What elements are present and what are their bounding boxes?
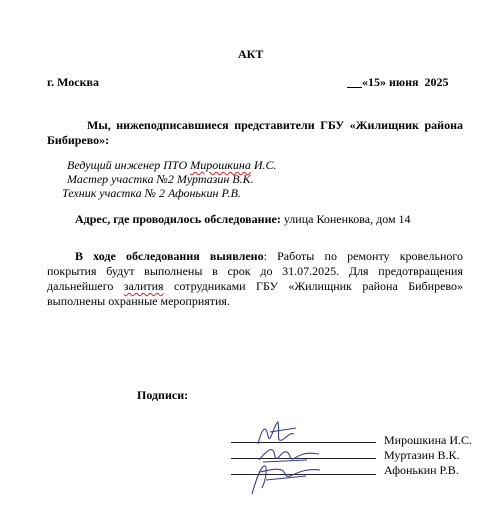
- signatory-name-2: Муртазин В.К.: [384, 448, 460, 462]
- signatory-name-1: Мирошкина И.С.: [384, 433, 473, 447]
- address-line: [75, 212, 411, 227]
- address-label: Адрес, где проводилось обследование:: [75, 212, 281, 226]
- member-1-prefix: Ведущий инженер ПТО: [67, 158, 191, 172]
- city: г. Москва: [47, 75, 99, 89]
- document-date: [347, 75, 449, 90]
- address-value: улица Коненкова, дом 14: [280, 212, 411, 226]
- findings-label: В ходе обследования выявлено: [75, 249, 264, 263]
- findings-paragraph: [47, 249, 463, 309]
- member-1-name: Мирошкина: [190, 158, 251, 172]
- findings-text-1: : Работы по ремонту кровельного покрытия будут выполнены в срок до 31.07.2025. Для предотвращения дальнейшего: [47, 249, 463, 293]
- date-underline: [347, 75, 362, 89]
- date-month-year: июня 2025: [386, 75, 449, 89]
- member-1-suffix: И.С.: [250, 158, 277, 172]
- member-3: Техник участка № 2 Афонькин Р.В.: [62, 186, 241, 200]
- signatures-label: Подписи:: [137, 388, 189, 402]
- findings-squiggly-word: залития: [123, 279, 164, 293]
- member-1: [67, 158, 277, 173]
- handwritten-signature-3: [246, 458, 326, 498]
- member-2: Мастер участка №2 Муртазин В.К.: [67, 172, 254, 186]
- findings-text-2: сотрудниками ГБУ «Жилищник района Бибирево» выполнены охранные мероприятия.: [47, 279, 463, 308]
- intro-paragraph: Мы, нижеподписавшиеся представители ГБУ «Жилищник района Бибирево»:: [47, 118, 463, 147]
- signatory-name-3: Афонькин Р.В.: [384, 463, 459, 477]
- date-day: «15»: [362, 75, 386, 89]
- document-title: АКТ: [238, 47, 264, 61]
